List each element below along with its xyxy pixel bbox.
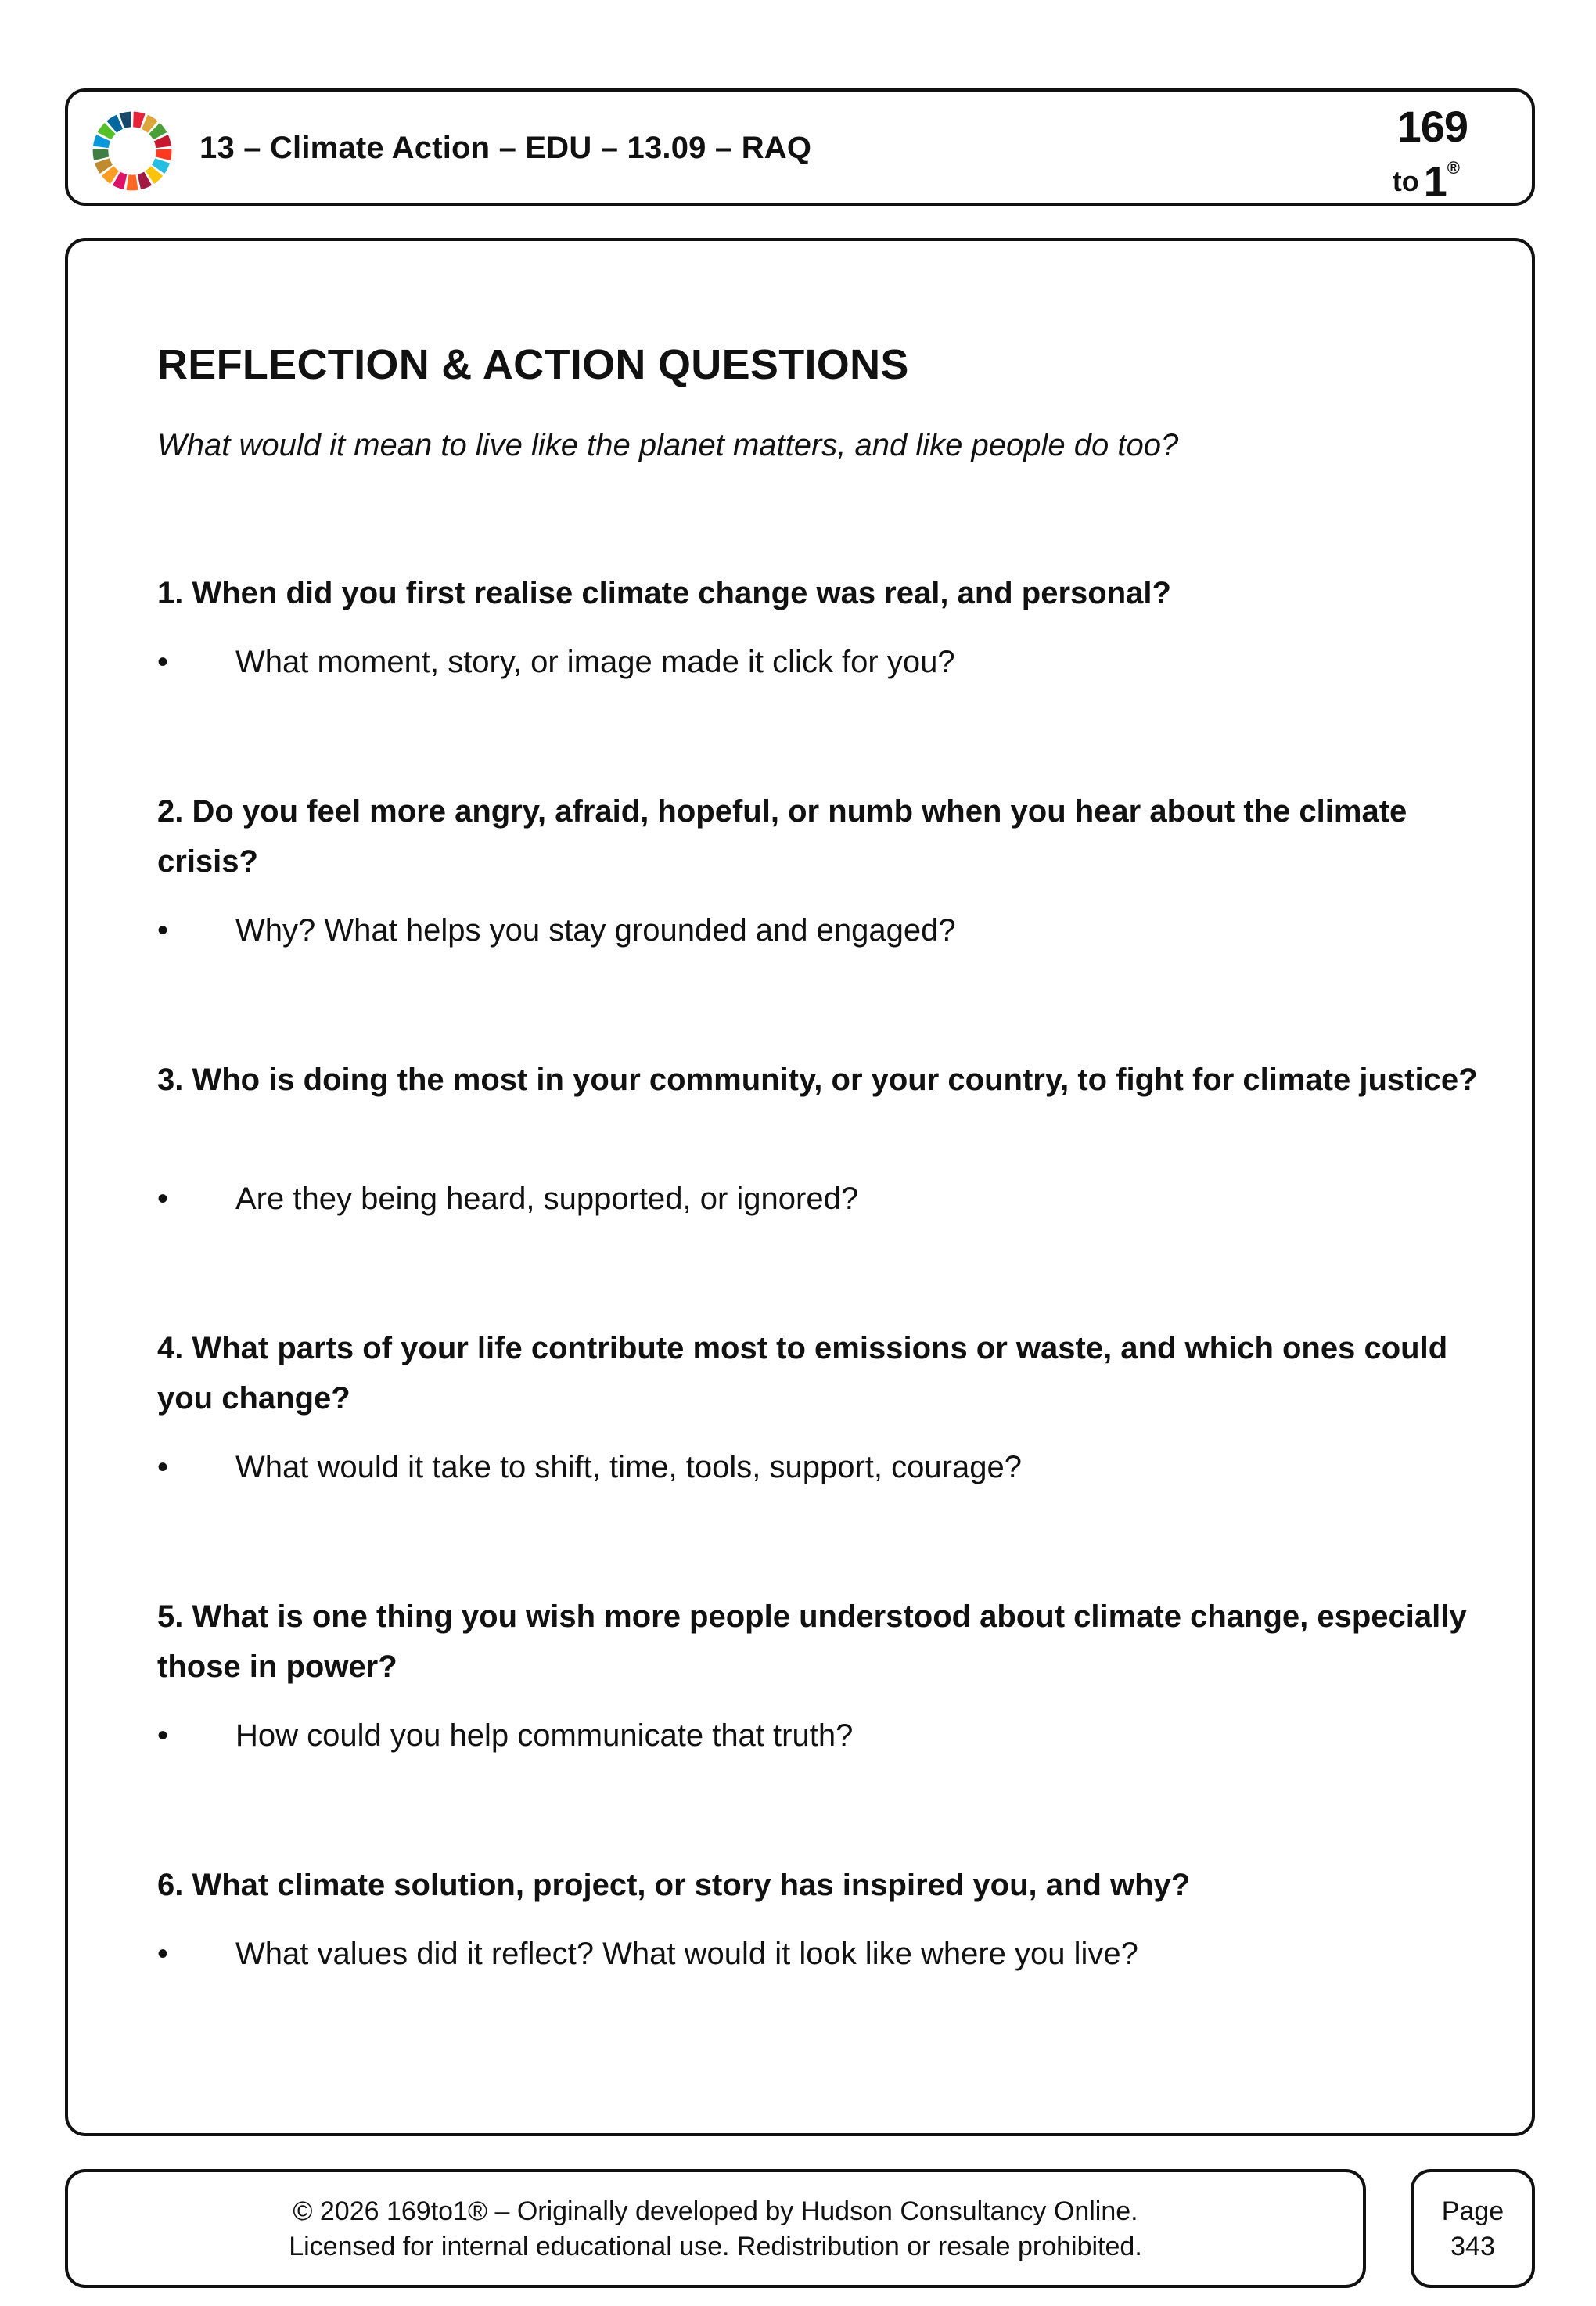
copyright-line: © 2026 169to1® – Originally developed by Hudson Consultancy Online. — [293, 2196, 1138, 2226]
page-label: Page — [1441, 2196, 1504, 2226]
bullet-icon: • — [157, 645, 169, 679]
brand-registered-mark: ® — [1447, 158, 1460, 178]
question-4: 4. What parts of your life contribute most to emissions or waste, and which ones could you change? — [157, 1331, 1448, 1416]
document-code-title: 13 – Climate Action – EDU – 13.09 – RAQ — [200, 131, 812, 165]
bullet-icon: • — [157, 913, 169, 948]
sdg-wheel-segment — [93, 149, 110, 160]
page-indicator — [1411, 2169, 1535, 2288]
prompt-text: What would it take to shift, time, tools, support, courage? — [235, 1450, 1022, 1484]
license-line: Licensed for internal educational use. Redistribution or resale prohibited. — [289, 2232, 1142, 2261]
bullet-icon: • — [157, 1450, 169, 1484]
header-bar — [65, 88, 1535, 206]
bullet-icon: • — [157, 1718, 169, 1753]
brand-one: 1 — [1423, 158, 1447, 205]
prompt-text: What moment, story, or image made it click for you? — [235, 645, 955, 679]
question-6: 6. What climate solution, project, or story has inspired you, and why? — [157, 1868, 1191, 1902]
page-number: 343 — [1450, 2232, 1495, 2261]
content-panel — [65, 238, 1535, 2136]
brand-number: 169 — [1396, 102, 1468, 151]
sdg-wheel-logo — [90, 109, 174, 193]
brand-logo-169to1 — [1383, 98, 1501, 205]
prompt-text: What values did it reflect? What would it look like where you live? — [235, 1937, 1138, 1971]
intro-question: What would it mean to live like the planet matters, and like people do too? — [157, 428, 1179, 462]
question-3: 3. Who is doing the most in your community, or your country, to fight for climate justice? — [157, 1063, 1478, 1097]
sdg-wheel-segment — [156, 149, 172, 160]
sdg-wheel-segment — [126, 174, 138, 190]
prompt-text: Why? What helps you stay grounded and engaged? — [235, 913, 956, 948]
bullet-icon: • — [157, 1182, 169, 1216]
page-title: REFLECTION & ACTION QUESTIONS — [157, 341, 909, 388]
question-2: 2. Do you feel more angry, afraid, hopeful, or numb when you hear about the climate crisis? — [157, 794, 1407, 879]
prompt-text: Are they being heard, supported, or ignored? — [235, 1182, 859, 1216]
footer-license — [65, 2169, 1366, 2288]
bullet-icon: • — [157, 1937, 169, 1971]
brand-to-one — [1393, 157, 1460, 206]
prompt-text: How could you help communicate that truth? — [235, 1718, 854, 1753]
brand-to: to — [1392, 165, 1419, 197]
question-5: 5. What is one thing you wish more people understood about climate change, especially those in power? — [157, 1599, 1467, 1684]
question-1: 1. When did you first realise climate change was real, and personal? — [157, 576, 1171, 610]
